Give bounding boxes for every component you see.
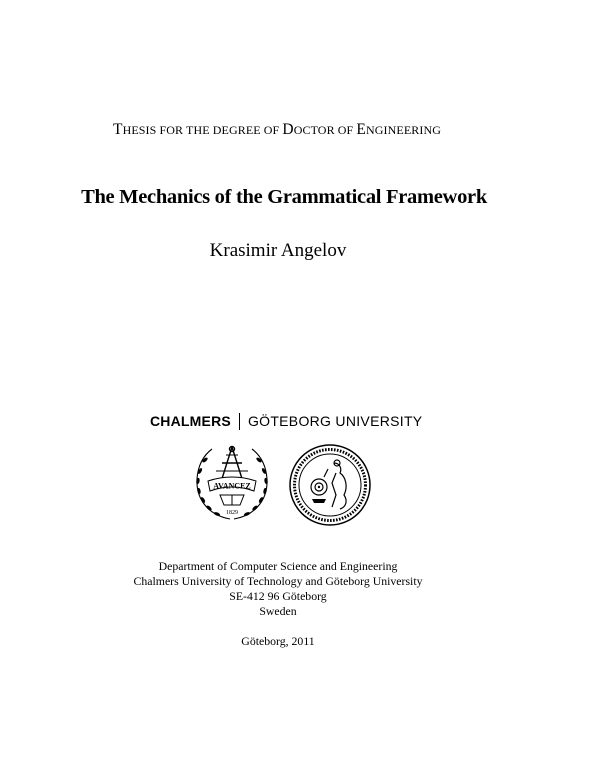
university-line: Chalmers University of Technology and Göteborg University	[133, 574, 423, 588]
university-logos	[150, 412, 422, 430]
thesis-type-part: T	[112, 121, 123, 138]
thesis-type-part: D	[282, 121, 294, 138]
country-line: Sweden	[259, 604, 297, 618]
author-name: Krasimir Angelov	[209, 240, 347, 261]
thesis-type-part: HESIS FOR THE DEGREE OF	[122, 123, 283, 137]
thesis-type-part: E	[356, 121, 366, 138]
postal-address-line: SE-412 96 Göteborg	[229, 589, 327, 603]
chalmers-logo: CHALMERS	[150, 413, 231, 429]
chalmers-seal-year: 1829	[226, 510, 238, 516]
thesis-type-part: NGINEERING	[366, 123, 441, 137]
chalmers-seal-icon	[192, 441, 272, 525]
thesis-type	[0, 121, 554, 139]
department-line: Department of Computer Science and Engineering	[158, 559, 398, 573]
gothenburg-seal-icon	[288, 443, 372, 527]
thesis-type-part: OCTOR OF	[293, 123, 357, 137]
thesis-title: The Mechanics of the Grammatical Framework	[81, 186, 487, 208]
chalmers-seal-motto: AVANCEZ	[213, 481, 251, 491]
place-and-date: Göteborg, 2011	[241, 634, 315, 648]
logo-divider	[239, 413, 240, 430]
gothenburg-university-logo: GÖTEBORG UNIVERSITY	[247, 413, 423, 429]
